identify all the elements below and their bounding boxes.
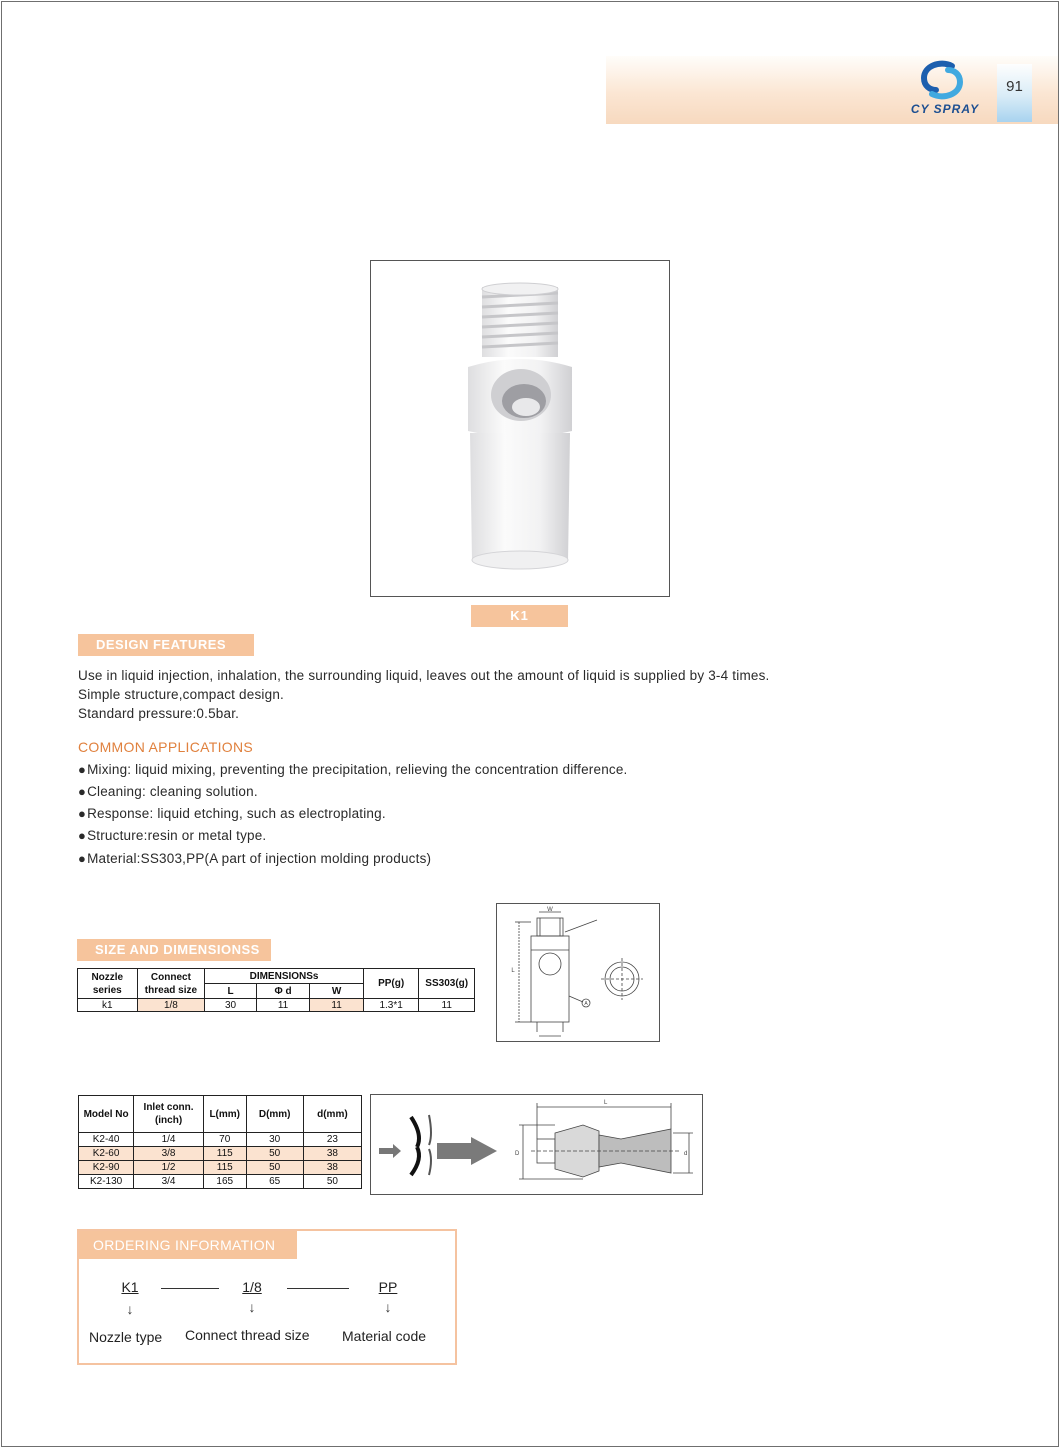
k2-cross-section [519, 1103, 693, 1179]
order-caption-thread: Connect thread size [185, 1327, 310, 1343]
application-item: ●Structure:resin or metal type. [78, 828, 267, 843]
application-item: ●Mixing: liquid mixing, preventing the precipitation, relieving the concentration difference. [78, 762, 628, 777]
bullet-icon: ● [78, 806, 87, 821]
arrow-down-icon: ↓ [384, 1299, 392, 1315]
flow-illustration [379, 1115, 497, 1175]
k1-technical-drawing [496, 903, 660, 1042]
header-ss: SS303(g) [419, 969, 475, 999]
arrow-down-icon: ↓ [248, 1299, 256, 1315]
order-code-nozzle: K1 [121, 1279, 139, 1295]
page-number: 91 [1006, 78, 1023, 95]
header-band [606, 56, 1058, 124]
table-row: K2-90 1/2 115 50 38 [79, 1161, 362, 1175]
k1-drawing-icon [497, 904, 659, 1041]
order-code-material: PP [378, 1279, 398, 1295]
cy-spray-logo-icon [918, 60, 966, 100]
k2-flow-drawing-icon [371, 1095, 702, 1194]
table-row: K2-40 1/4 70 30 23 [79, 1133, 362, 1147]
brand-name: CY SPRAY [910, 102, 980, 116]
header-w: W [310, 984, 364, 999]
header-inlet-conn: Inlet conn.(inch) [134, 1096, 204, 1133]
drawing-label-a: A [584, 1001, 588, 1007]
table-row: k1 1/8 30 11 11 1.3*1 11 [78, 999, 475, 1012]
product-photo-frame [370, 260, 670, 597]
order-separator [287, 1288, 349, 1289]
size-dimensions-banner: SIZE AND DIMENSIONSS [77, 939, 271, 961]
bullet-icon: ● [78, 851, 87, 866]
application-item: ●Material:SS303,PP(A part of injection molding products) [78, 851, 432, 866]
header-model-no: Model No [79, 1096, 134, 1133]
k2-dimension-table [78, 1095, 362, 1189]
header-phi-d: Φ d [256, 984, 310, 999]
ordering-information-box [77, 1229, 457, 1365]
header-dimensions: DIMENSIONSs [205, 969, 364, 984]
drawing-label-w: W [547, 907, 553, 913]
order-caption-material: Material code [342, 1328, 427, 1344]
thread-section [482, 283, 558, 357]
header-l: L [205, 984, 257, 999]
arrow-down-icon: ↓ [126, 1301, 134, 1317]
header-pp: PP(g) [363, 969, 419, 999]
design-feature-line: Use in liquid injection, inhalation, the surrounding liquid, leaves out the amount of liquid is supplied by 3-4 times. [78, 668, 770, 683]
table-row: K2-60 3/8 115 50 38 [79, 1147, 362, 1161]
bullet-icon: ● [78, 762, 87, 777]
order-caption-nozzle: Nozzle type [89, 1329, 163, 1345]
order-code-thread: 1/8 [242, 1279, 262, 1295]
page-number-box [997, 64, 1032, 122]
drawing-label-l: L [511, 968, 515, 974]
drawing-label-big-d: D [515, 1151, 520, 1157]
header-connect-thread: Connect thread size [137, 969, 205, 999]
nozzle-photo-icon [371, 261, 669, 596]
table-row: K2-130 3/4 165 65 50 [79, 1175, 362, 1189]
header-nozzle-series: Nozzle series [78, 969, 138, 999]
bullet-icon: ● [78, 828, 87, 843]
application-item: ●Cleaning: cleaning solution. [78, 784, 258, 799]
header-big-d-mm: D(mm) [246, 1096, 303, 1133]
drawing-label-small-d: d [684, 1151, 688, 1157]
design-feature-line: Simple structure,compact design. [78, 687, 284, 702]
application-item: ●Response: liquid etching, such as electroplating. [78, 806, 386, 821]
design-feature-line: Standard pressure:0.5bar. [78, 706, 240, 721]
k2-flow-diagram [370, 1094, 703, 1195]
model-label: K1 [471, 605, 568, 627]
order-separator [161, 1288, 219, 1289]
bullet-icon: ● [78, 784, 87, 799]
header-small-d-mm: d(mm) [303, 1096, 361, 1133]
drawing-label-l: L [604, 1100, 608, 1106]
applications-heading: COMMON APPLICATIONS [78, 739, 254, 755]
ordering-information-banner: ORDERING INFORMATION [79, 1231, 297, 1259]
header-l-mm: L(mm) [203, 1096, 246, 1133]
design-features-banner: DESIGN FEATURES [78, 634, 254, 656]
k1-dimension-table [77, 968, 475, 1012]
